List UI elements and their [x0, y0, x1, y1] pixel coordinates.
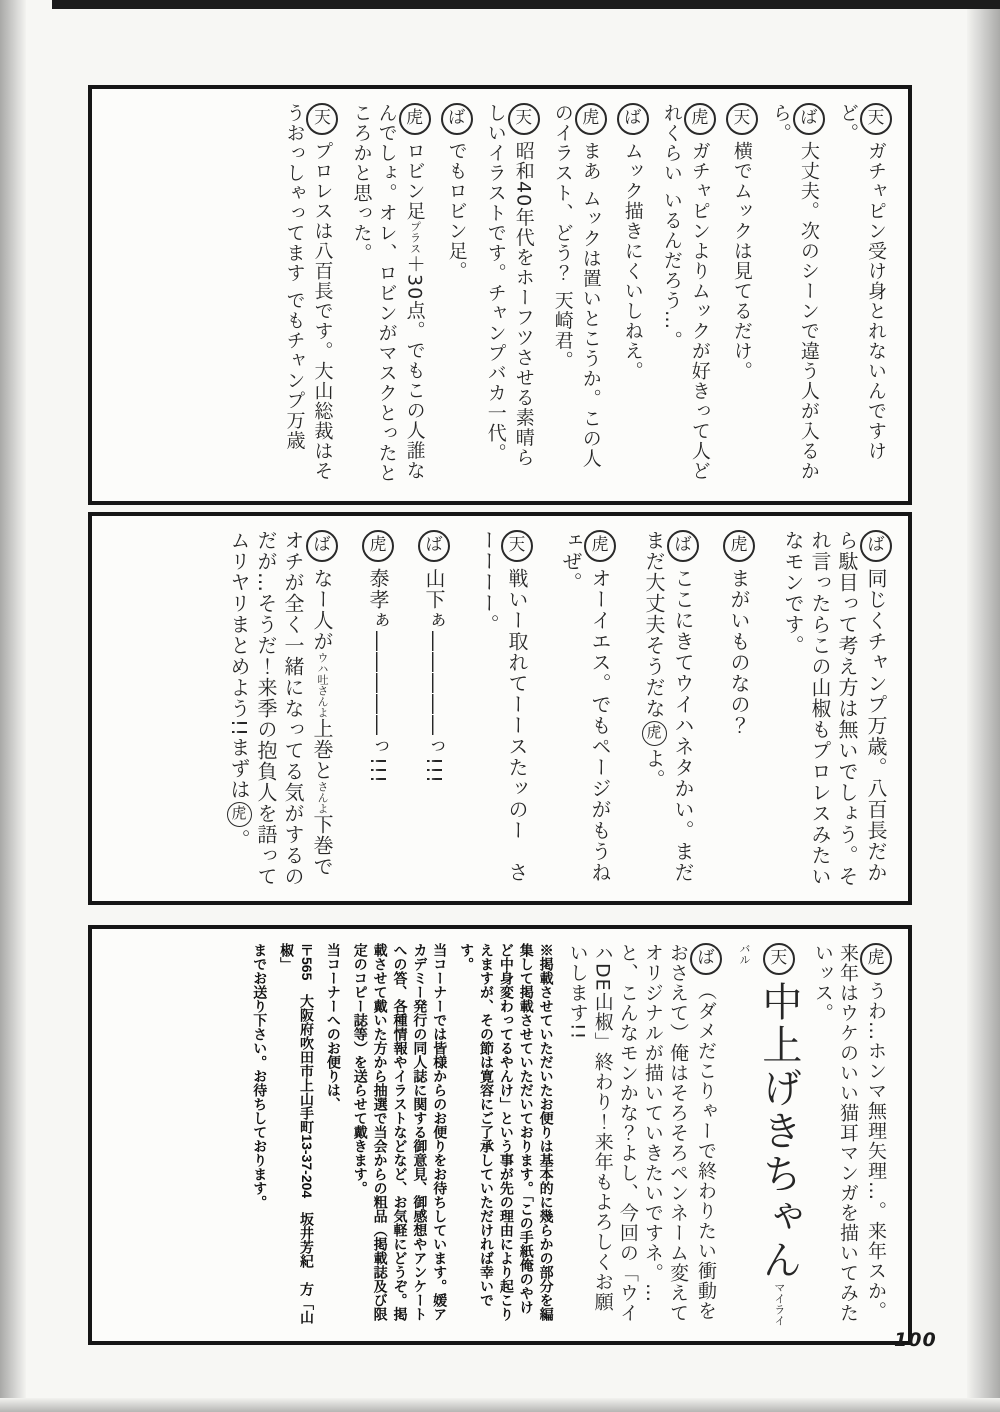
- dialogue-entry: [723, 530, 755, 887]
- dialogue-entry: [640, 530, 699, 887]
- printed-note-column: [456, 943, 555, 1327]
- dialogue-entry: [659, 103, 716, 487]
- entry-text: でもロビン足。: [445, 141, 468, 281]
- entry-text: （ダメだこりゃーで終わりたい衝動をおさえて）俺はそろそろペンネーム変えてオリジナルが描いていきたいですネ。…と、こんなモンかな？よし、今回の「ウイハDE山椒」終わり！来年もよろしくお願いします!!: [566, 943, 717, 1323]
- dialogue-entry: [617, 103, 649, 487]
- dialogue-entry: [474, 530, 533, 887]
- dialogue-entry: [225, 530, 338, 887]
- scan-edge-left: [0, 0, 26, 1412]
- speaker-mark-ba: ば: [793, 103, 825, 135]
- entry-text: ガチャピンよりムックが好きって人どれくらい いるんだろう…。: [660, 103, 711, 481]
- dialogue-entry: [441, 103, 473, 487]
- speaker-mark-ba: ば: [860, 530, 892, 562]
- dialogue-entry: [835, 103, 892, 487]
- entry-text: ＋30点。でもこの人誰なんでしょ。オレ、ロビンがマスクとったところかと思った。: [350, 103, 426, 483]
- speaker-mark-ba: ば: [667, 530, 699, 562]
- speaker-mark-tora: 虎: [584, 530, 616, 562]
- speaker-mark-ten: 天: [306, 103, 338, 135]
- speaker-mark-tora: 虎: [723, 530, 755, 562]
- speaker-mark-tora: 虎: [575, 103, 607, 135]
- dialogue-panel-middle: [88, 512, 912, 905]
- entry-text: ウハ吐さんよ: [316, 652, 329, 718]
- dialogue-entry: [418, 530, 450, 887]
- printed-note-column: [350, 943, 449, 1327]
- entry-text: プラス: [408, 221, 422, 254]
- printed-note-column: [276, 943, 316, 1327]
- entry-text: なー人が: [310, 568, 334, 652]
- dialogue-entry: [565, 943, 722, 1327]
- entry-text: 同じくチャンプ万歳。八百長だから駄目って考え方は無いでしょう。それ言ったらこの山椒もプロレスみたいなモンです。: [781, 530, 888, 887]
- entry-text: 戦いー取れてーースたッのー さーーーー。: [476, 530, 529, 883]
- entry-text: まあ ムックは置いとこうか。この人のイラスト、どう？ 天崎君。: [551, 103, 602, 469]
- dialogue-entry: [726, 103, 758, 487]
- entry-text: 当コーナーでは皆様からのお便りをお待ちしています。媛アカデミー発行の同人誌に関する御意見、御感想やアンケートへの答、各種情報やイラストなどなど、お気軽にどうぞ。掲載させて戴いた方から抽選で当会からの粗品（掲載誌及び限定のコピー誌等）を送らせて戴きます。: [352, 943, 449, 1321]
- entry-text: 〒565 大阪府吹田市上山手町13-37-204 坂井芳紀 方「山椒」: [279, 943, 315, 1325]
- circled-char: 虎: [227, 802, 252, 827]
- entry-text: 大丈夫。次のシーンで違う人が入るから。: [769, 103, 820, 481]
- entry-text: プロレスは八百長です。大山総裁はそうおっしゃってます でもチャンプ万歳: [283, 103, 334, 481]
- speaker-mark-tora: 虎: [399, 103, 431, 135]
- dialogue-panel-bottom: [88, 925, 912, 1345]
- dialogue-entry: [768, 103, 825, 487]
- entry-text: 山下ぁ―――――っ!!!: [422, 568, 446, 785]
- entry-text: 泰孝ぁ―――――っ!!!: [366, 568, 390, 785]
- speaker-mark-ten: 天: [860, 103, 892, 135]
- dialogue-entry: [557, 530, 616, 887]
- speaker-mark-ba: ば: [418, 530, 450, 562]
- entry-text: ガチャピン受け身とれないんですけど。: [837, 103, 887, 461]
- entry-text: うわ…ホンマ無理矢理…。来年スか。来年はウケのいい猫耳マンガを描いてみたいッス。: [811, 943, 887, 1323]
- dialogue-entry: [550, 103, 607, 487]
- entry-text: ここにきてウイハネタかい。まだまだ大丈夫そうだな: [642, 530, 695, 883]
- speaker-mark-ba: ば: [617, 103, 649, 135]
- speaker-mark-ten: 天: [763, 943, 795, 975]
- dialogue-entry: [281, 103, 338, 487]
- entry-text: オーイエス。でもページがもうねェぜ。: [559, 530, 612, 883]
- speaker-mark-ten: 天: [508, 103, 540, 135]
- entry-text: まがいものなの？: [727, 568, 751, 736]
- printed-note-column: [323, 943, 343, 1327]
- speaker-mark-ten: 天: [501, 530, 533, 562]
- dialogue-entry: [348, 103, 430, 487]
- entry-text: ムック描きにくいしねえ。: [621, 141, 644, 381]
- entry-text: さんよ: [316, 781, 329, 814]
- scan-edge-bottom: [0, 1398, 1000, 1412]
- speaker-mark-tora: 虎: [860, 943, 892, 975]
- dialogue-entry: [810, 943, 892, 1327]
- entry-text: 。: [227, 829, 251, 851]
- speaker-mark-tora: 虎: [362, 530, 394, 562]
- circled-char: 虎: [642, 721, 667, 746]
- dialogue-entry: [362, 530, 394, 887]
- entry-text: マイライバル: [738, 943, 786, 1326]
- dialogue-panel-top: [88, 85, 912, 505]
- entry-text: ロビン足: [403, 141, 426, 221]
- speaker-mark-ba: ば: [306, 530, 338, 562]
- speaker-mark-tora: 虎: [684, 103, 716, 135]
- dialogue-entry: [483, 103, 540, 487]
- entry-text: 下巻でオチが全く一緒になってる気がするのだが…そうだ！来季の抱負人を語ってムリヤリまとめよう!!まずは: [227, 530, 334, 887]
- dialogue-entry: [731, 943, 801, 1327]
- entry-text: までお送り下さい。お待ちしております。: [252, 943, 269, 1209]
- entry-text: 横でムックは見てるだけ。: [730, 141, 753, 381]
- entry-text: 中上げきちゃん: [755, 981, 802, 1282]
- entry-text: よ。: [642, 748, 666, 790]
- entry-text: 昭和40年代をホーフツさせる素晴らしいイラストです。チャンプバカ一代。: [484, 103, 535, 468]
- printed-note-column: [249, 943, 269, 1327]
- page-number: 100: [894, 1329, 937, 1351]
- speaker-mark-ten: 天: [726, 103, 758, 135]
- speaker-mark-ba: ば: [441, 103, 473, 135]
- entry-text: ※掲載させていただいたお便りは基本的に幾らかの部分を編集して掲載させていただいております。「この手紙俺のやけど中身変わってるやんけ」という事が先の理由により起こりえますが、その節は寛容にご了承していただければ幸いです。: [459, 943, 555, 1321]
- scan-edge-top: [52, 0, 1000, 9]
- entry-text: 上巻と: [310, 718, 334, 781]
- speaker-mark-ba: ば: [690, 943, 722, 975]
- dialogue-entry: [779, 530, 892, 887]
- scan-edge-right: [967, 0, 1000, 1412]
- entry-text: 当コーナーへのお便りは、: [325, 943, 342, 1111]
